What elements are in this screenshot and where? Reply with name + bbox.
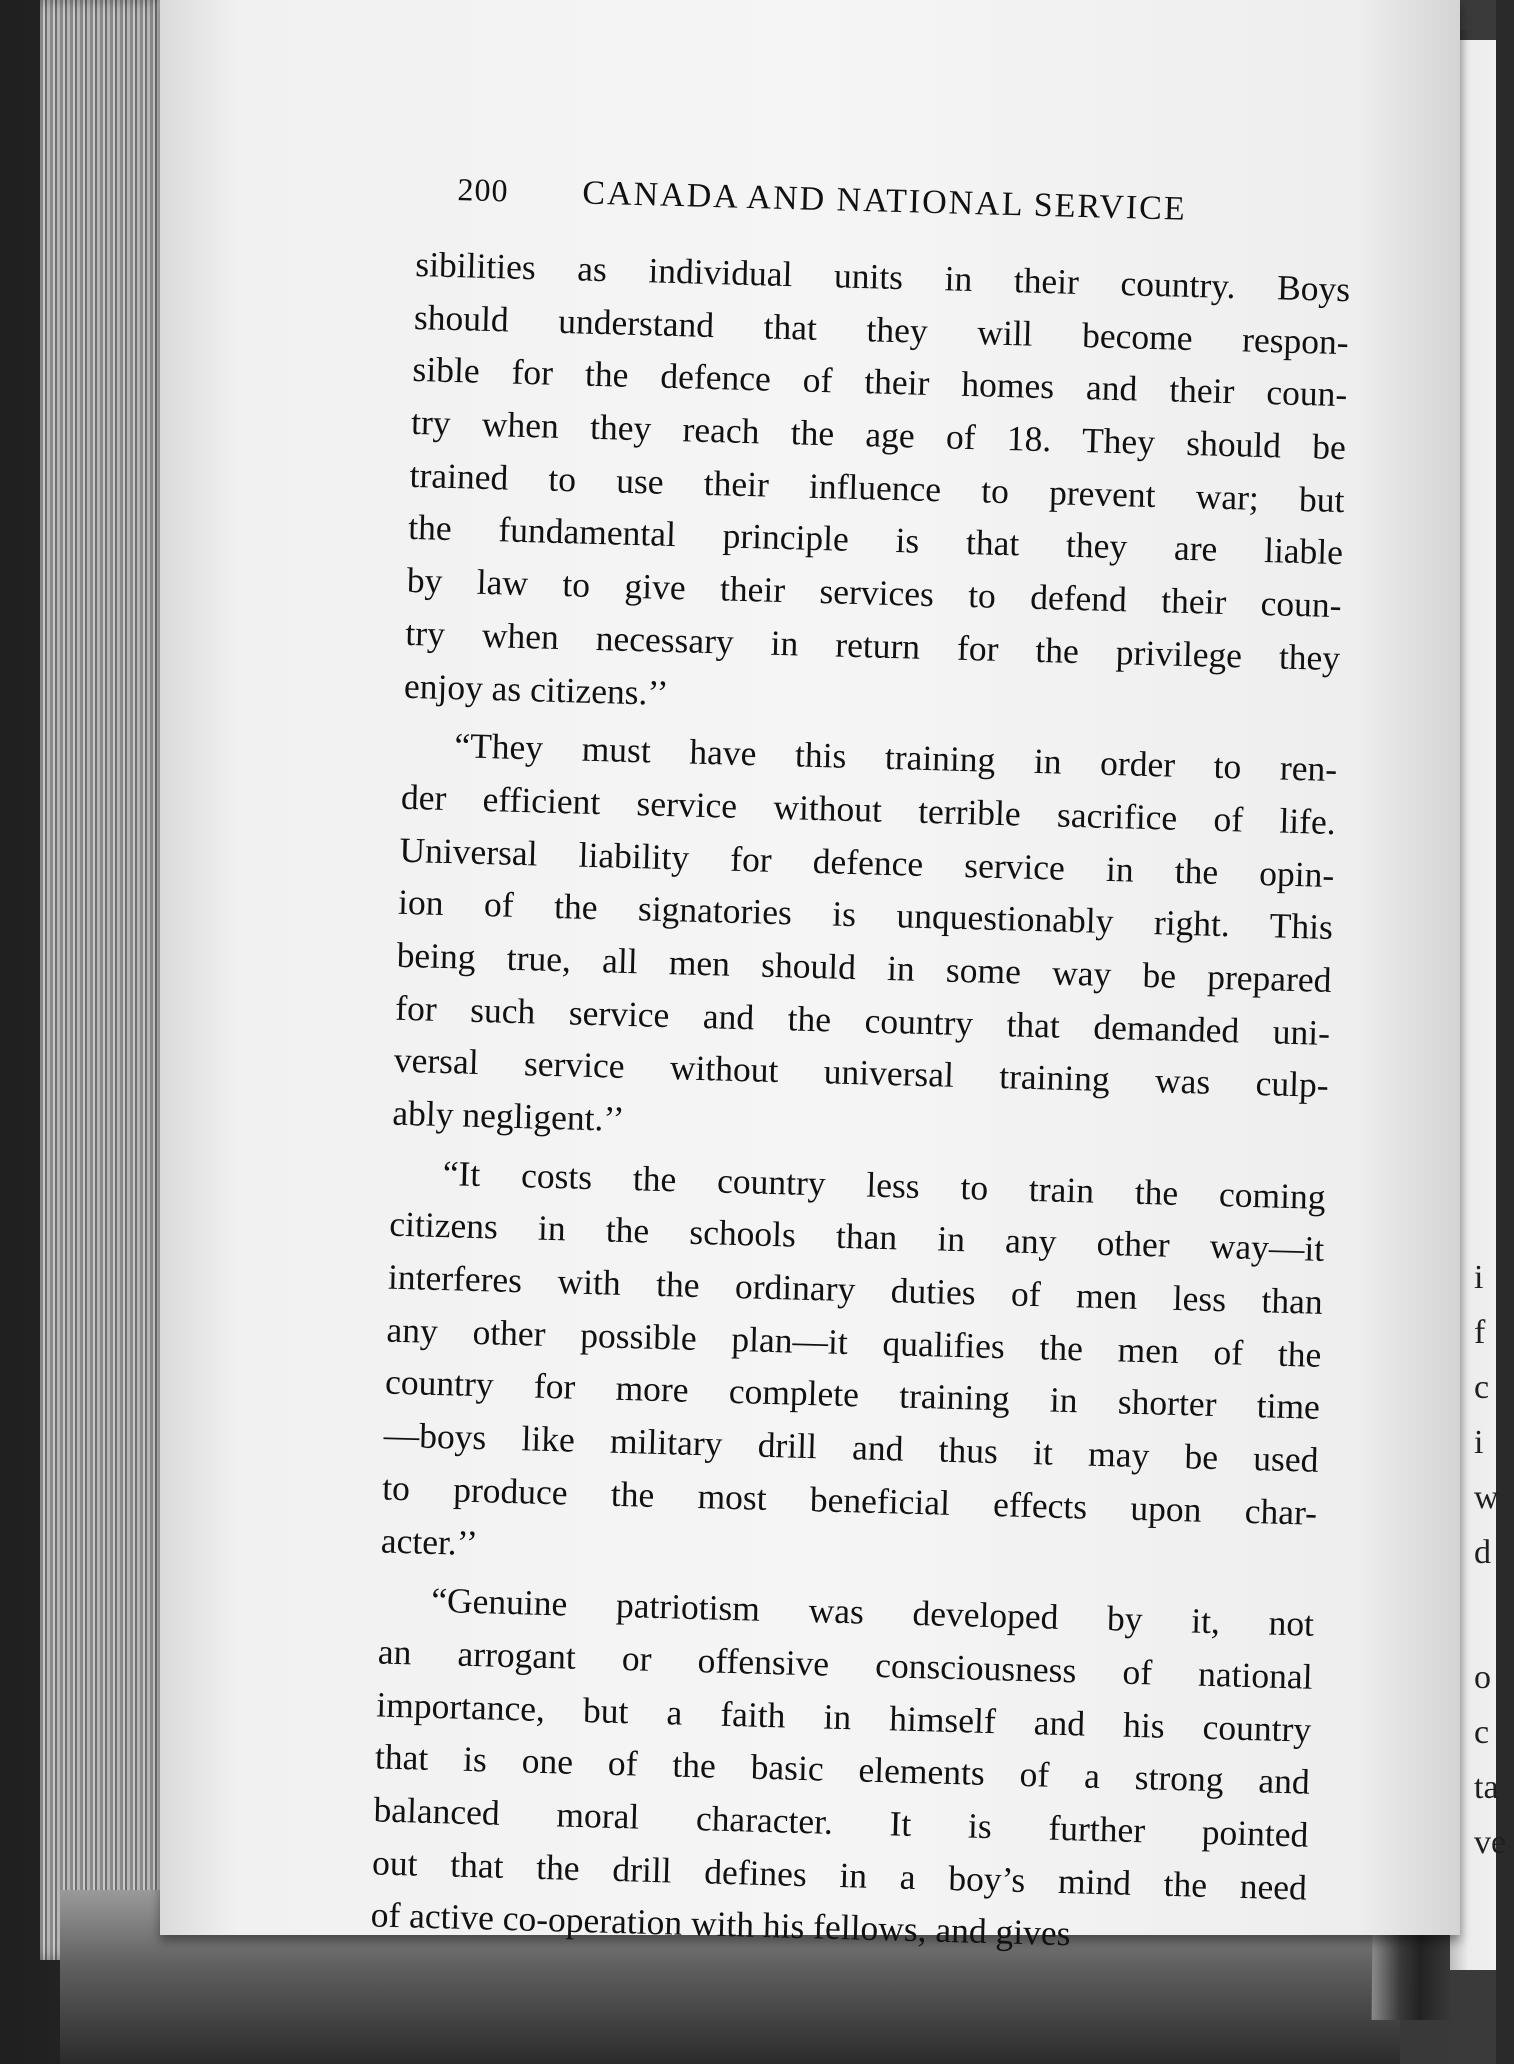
facing-fragment: i <box>1474 1424 1484 1461</box>
facing-page-text <box>1474 1250 1514 1870</box>
text-line: sible for the defence of their homes and their coun- <box>412 349 1348 415</box>
text-line: enjoy as citizens.’’ <box>403 665 670 713</box>
text-line: being true, all men should in some way be prepared <box>396 934 1332 1000</box>
paragraph <box>392 718 1338 1165</box>
text-line: versal service without universal training was culp- <box>393 1039 1330 1106</box>
text-line: “They must have this training in order to ren- <box>453 725 1338 790</box>
text-line: country for more complete training in shorter time <box>384 1362 1321 1428</box>
facing-fragment: c <box>1474 1714 1490 1751</box>
facing-fragment: ta <box>1474 1769 1499 1806</box>
text-line: the fundamental principle is that they are liable <box>407 507 1344 573</box>
page-number: 200 <box>457 171 509 209</box>
facing-fragment: w <box>1474 1479 1499 1516</box>
text-line: sibilities as individual units in their country. Boys <box>414 243 1351 310</box>
text-line: ably negligent.’’ <box>391 1092 625 1139</box>
page-content <box>370 170 1353 1967</box>
paragraph <box>403 238 1350 737</box>
text-line: “Genuine patriotism was developed by it, not <box>430 1580 1315 1644</box>
facing-fragment: f <box>1474 1314 1486 1351</box>
text-line: for such service and the country that demanded uni- <box>394 987 1331 1053</box>
text-line: citizens in the schools than in any other way—it <box>388 1203 1325 1270</box>
text-line: of active co-operation with his fellows, and gives <box>370 1894 1072 1954</box>
text-line: interferes with the ordinary duties of men less than <box>387 1256 1324 1322</box>
text-line: —boys like military drill and thus it may be used <box>383 1414 1319 1480</box>
body-text <box>370 238 1351 1967</box>
text-line: balanced moral character. It is further pointed <box>373 1789 1309 1855</box>
facing-fragment: d <box>1474 1534 1491 1571</box>
text-line: that is one of the basic elements of a strong and <box>374 1736 1311 1802</box>
paragraph <box>380 1145 1326 1592</box>
text-line: try when they reach the age of 18. They should be <box>410 401 1347 468</box>
text-line: should understand that they will become respon- <box>413 296 1350 362</box>
text-line: Universal liability for defence service in the opin- <box>399 829 1335 895</box>
text-line: importance, but a faith in himself and his country <box>375 1684 1312 1750</box>
text-line: acter.’’ <box>380 1520 479 1563</box>
facing-fragment: i <box>1474 1259 1484 1296</box>
text-line: out that the drill defines in a boy’s mind the need <box>371 1842 1308 1908</box>
text-line: any other possible plan—it qualifies the men of the <box>386 1309 1322 1375</box>
facing-fragment: o <box>1474 1659 1491 1696</box>
facing-gap <box>1474 1580 1514 1650</box>
text-line: trained to use their influence to prevent war; but <box>409 454 1345 520</box>
text-line: ion of the signatories is unquestionably right. This <box>397 881 1334 948</box>
text-line: try when necessary in return for the privilege they <box>404 612 1341 678</box>
text-line: an arrogant or offensive consciousness of national <box>377 1631 1314 1697</box>
text-line: to produce the most beneficial effects upon char- <box>381 1467 1318 1533</box>
facing-fragment: c <box>1474 1369 1490 1406</box>
text-line: “It costs the country less to train the coming <box>442 1152 1327 1217</box>
paragraph <box>370 1573 1315 1967</box>
running-head-title: CANADA AND NATIONAL SERVICE <box>581 174 1188 228</box>
text-line: der efficient service without terrible sacrifice of life. <box>400 776 1337 842</box>
facing-fragment: ve <box>1474 1824 1507 1861</box>
text-line: by law to give their services to defend their coun- <box>406 559 1343 626</box>
